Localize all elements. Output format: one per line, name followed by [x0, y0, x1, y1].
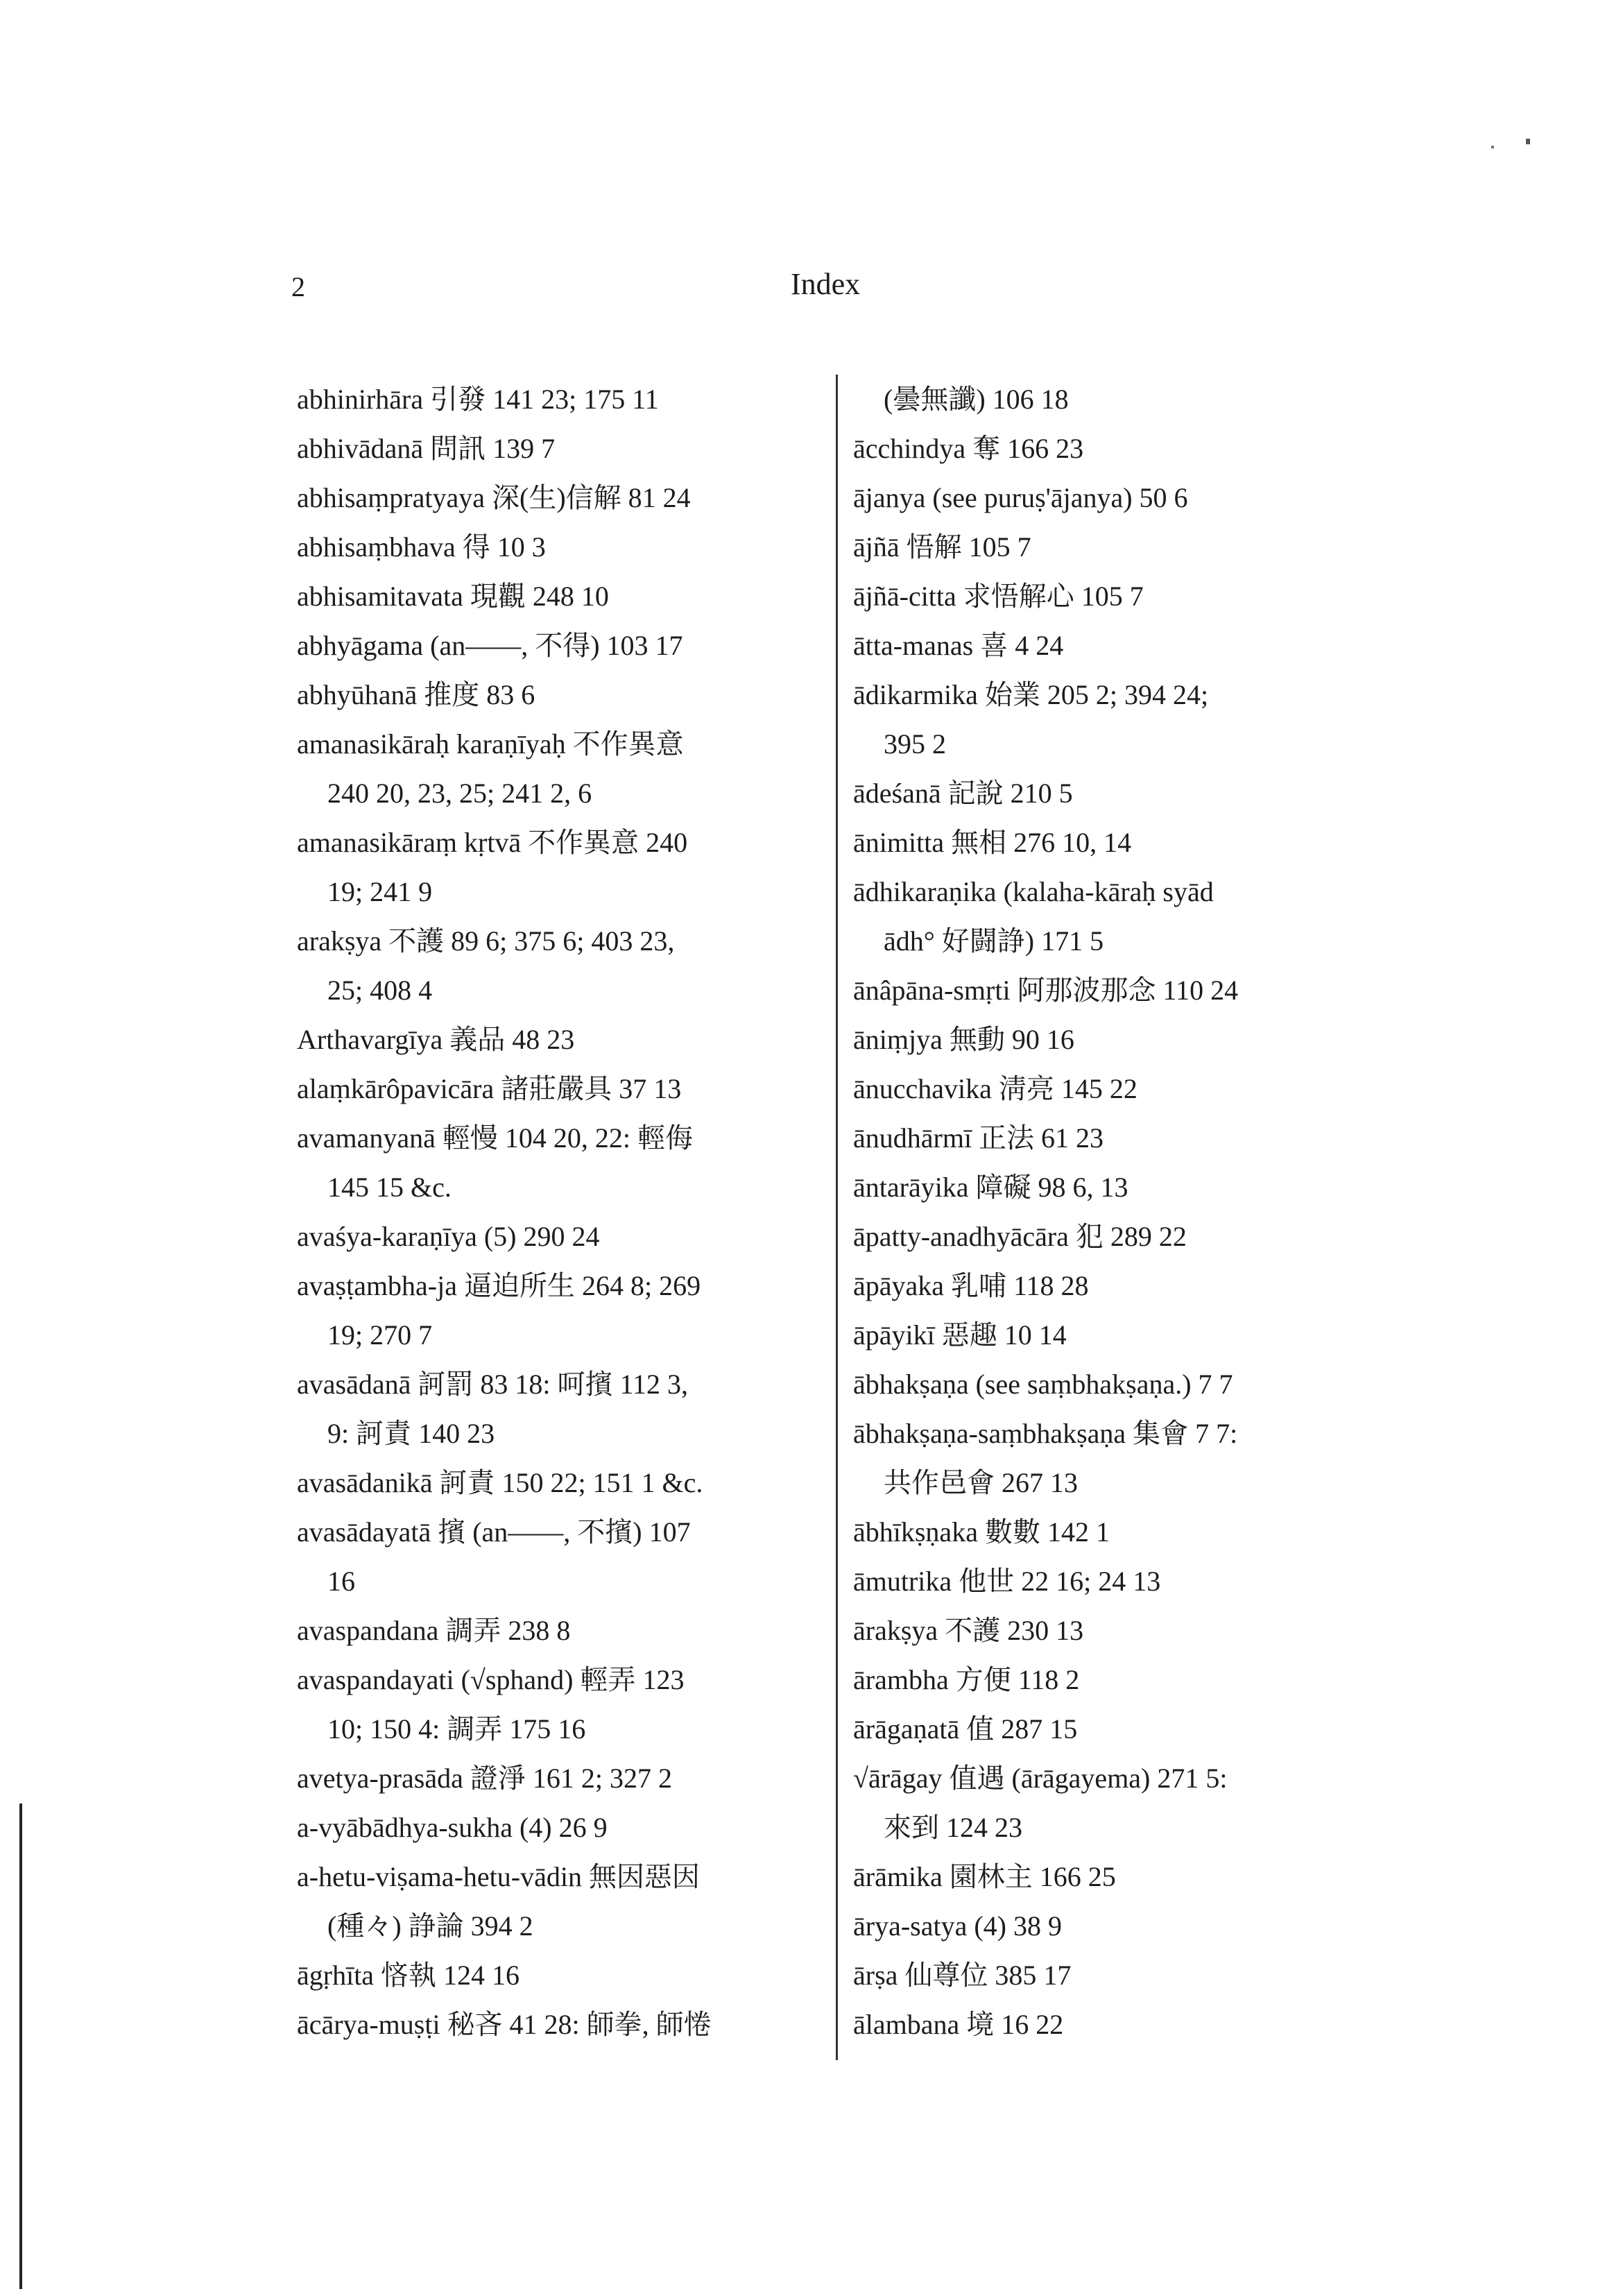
- index-entry-line: abhinirhāra 引發 141 23; 175 11: [297, 384, 659, 415]
- index-entry-line: ājanya (see puruṣ'ājanya) 50 6: [853, 482, 1188, 513]
- index-entry-line: 10; 150 4: 調弄 175 16: [327, 1713, 586, 1745]
- index-entry-line: āniṃjya 無動 90 16: [853, 1024, 1074, 1055]
- index-entry-line: 240 20, 23, 25; 241 2, 6: [327, 778, 592, 809]
- index-entry-line: ārṣa 仙尊位 385 17: [853, 1960, 1072, 1991]
- index-entry-line: avaṣṭambha-ja 逼迫所生 264 8; 269: [297, 1270, 701, 1301]
- index-entry-line: alaṃkārôpavicāra 諸莊嚴具 37 13: [297, 1073, 682, 1104]
- index-entry-line: ālambana 境 16 22: [853, 2009, 1064, 2040]
- index-entry-line: ānudhārmī 正法 61 23: [853, 1122, 1104, 1154]
- index-entry-line: ādikarmika 始業 205 2; 394 24;: [853, 679, 1209, 710]
- index-entry-line: ādeśanā 記說 210 5: [853, 778, 1073, 809]
- index-entry-line: avetya-prasāda 證淨 161 2; 327 2: [297, 1763, 672, 1794]
- index-entry-line: 9: 訶責 140 23: [327, 1418, 495, 1449]
- index-entry-line: āntarāyika 障礙 98 6, 13: [853, 1172, 1128, 1203]
- index-entry-line: abhyāgama (an——, 不得) 103 17: [297, 630, 683, 661]
- index-entry-line: ājñā 悟解 105 7: [853, 531, 1031, 563]
- index-entry-line: ānimitta 無相 276 10, 14: [853, 827, 1132, 858]
- index-entry-line: (種々) 諍論 394 2: [327, 1910, 533, 1942]
- index-entry-line: āmutrika 他世 22 16; 24 13: [853, 1566, 1161, 1597]
- scan-edge-mark: [19, 1804, 22, 2289]
- index-entry-line: a-hetu-viṣama-hetu-vādin 無因惡因: [297, 1861, 700, 1892]
- index-entry-line: ārāgaṇatā 值 287 15: [853, 1713, 1078, 1745]
- index-entry-line: āpatty-anadhyācāra 犯 289 22: [853, 1221, 1187, 1252]
- index-entry-line: ātta-manas 喜 4 24: [853, 630, 1064, 661]
- index-entry-line: 19; 270 7: [327, 1319, 433, 1351]
- index-entry-line: (曇無讖) 106 18: [884, 384, 1069, 415]
- index-entry-line: √ārāgay 值遇 (ārāgayema) 271 5:: [853, 1763, 1228, 1794]
- index-entry-line: abhyūhanā 推度 83 6: [297, 679, 535, 710]
- index-entry-line: avaspandayati (√sphand) 輕弄 123: [297, 1664, 685, 1695]
- index-entry-line: avasādanā 訶罰 83 18: 呵擯 112 3,: [297, 1369, 688, 1400]
- index-entry-line: āpāyikī 惡趣 10 14: [853, 1319, 1067, 1351]
- index-entry-line: ārakṣya 不護 230 13: [853, 1615, 1084, 1646]
- index-entry-line: 395 2: [884, 728, 946, 760]
- index-entry-line: 19; 241 9: [327, 876, 433, 907]
- index-entry-line: 來到 124 23: [884, 1812, 1022, 1843]
- running-head-title: Index: [791, 267, 861, 301]
- index-entry-line: ānâpāna-smṛti 阿那波那念 110 24: [853, 975, 1239, 1006]
- index-entry-line: avasādanikā 訶責 150 22; 151 1 &c.: [297, 1467, 703, 1498]
- index-column-right: [853, 375, 1380, 2049]
- index-entry-line: āgṛhīta 悋執 124 16: [297, 1960, 520, 1991]
- index-entry-line: 25; 408 4: [327, 975, 433, 1006]
- index-entry-line: 145 15 &c.: [327, 1172, 452, 1203]
- index-entry-line: amanasikāraḥ karaṇīyaḥ 不作異意: [297, 728, 684, 760]
- index-entry-line: ācchindya 奪 166 23: [853, 433, 1084, 464]
- index-entry-line: arakṣya 不護 89 6; 375 6; 403 23,: [297, 925, 675, 957]
- index-entry-line: abhisaṃpratyaya 深(生)信解 81 24: [297, 482, 691, 513]
- index-entry-line: ārya-satya (4) 38 9: [853, 1910, 1062, 1942]
- scan-speck: [1526, 139, 1530, 144]
- index-entry-line: ārambha 方便 118 2: [853, 1664, 1080, 1695]
- index-entry-line: āpāyaka 乳哺 118 28: [853, 1270, 1089, 1301]
- index-entry-line: abhivādanā 問訊 139 7: [297, 433, 556, 464]
- page-header: [291, 264, 1332, 319]
- index-entry-line: ādh° 好闘諍) 171 5: [884, 925, 1104, 957]
- index-entry-line: ādhikaraṇika (kalaha-kāraḥ syād: [853, 876, 1214, 907]
- index-entry-line: ābhīkṣṇaka 數數 142 1: [853, 1516, 1110, 1548]
- index-entry-line: avaśya-karaṇīya (5) 290 24: [297, 1221, 600, 1252]
- column-divider: [836, 375, 838, 2060]
- index-entry-line: ābhakṣaṇa (see saṃbhakṣaṇa.) 7 7: [853, 1369, 1233, 1400]
- index-entry-line: avamanyanā 輕慢 104 20, 22: 輕侮: [297, 1122, 693, 1154]
- scan-speck: [1491, 146, 1494, 148]
- index-entry-line: avasādayatā 擯 (an——, 不擯) 107: [297, 1516, 691, 1548]
- index-entry-line: abhisamitavata 現觀 248 10: [297, 581, 609, 612]
- index-entry-line: ānucchavika 淸亮 145 22: [853, 1073, 1137, 1104]
- page-number: 2: [291, 271, 305, 302]
- index-entry-line: 16: [327, 1566, 355, 1597]
- index-entry-line: avaspandana 調弄 238 8: [297, 1615, 571, 1646]
- index-column-left: [297, 375, 824, 2049]
- index-entry-line: a-vyābādhya-sukha (4) 26 9: [297, 1812, 608, 1843]
- index-entry-line: ārāmika 園林主 166 25: [853, 1861, 1116, 1892]
- index-entry-line: ābhakṣaṇa-saṃbhakṣaṇa 集會 7 7:: [853, 1418, 1238, 1449]
- index-entry-line: ājñā-citta 求悟解心 105 7: [853, 581, 1144, 612]
- index-entry-line: ācārya-muṣṭi 秘吝 41 28: 師拳, 師惓: [297, 2009, 712, 2040]
- index-entry-line: 共作邑會 267 13: [884, 1467, 1078, 1498]
- index-entry-line: Arthavargīya 義品 48 23: [297, 1024, 575, 1055]
- index-entry-line: abhisaṃbhava 得 10 3: [297, 531, 546, 563]
- index-entry-line: amanasikāraṃ kṛtvā 不作異意 240: [297, 827, 688, 858]
